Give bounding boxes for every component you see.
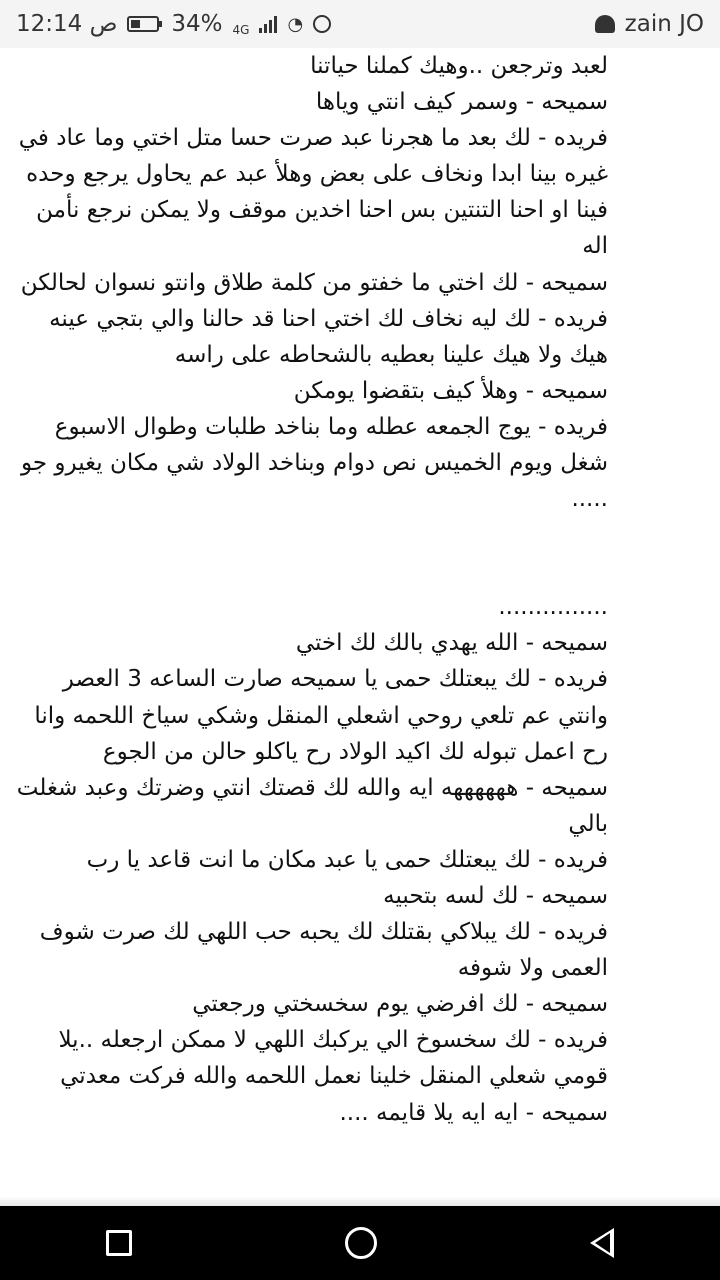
story-line: فريده - يوج الجمعه عطله وما بناخد طلبات وطوال الاسبوع شغل ويوم الخميس نص دوام وبناخد الولاد شي مكان يغيرو جو ..... xyxy=(21,413,608,513)
story-line: لعبد وترجعن ..وهيك كملنا حياتنا xyxy=(310,53,608,79)
status-bar xyxy=(0,0,720,48)
story-line: سميحه - لك افرضي يوم سخسختي ورجعتي xyxy=(192,991,608,1018)
recents-icon[interactable] xyxy=(106,1230,132,1256)
story-line: سميحه - لك اختي ما خفتو من كلمة طلاق وانتو نسوان لحالكن xyxy=(20,269,608,296)
android-icon xyxy=(595,15,615,33)
story-line: فريده - لك بعد ما هجرنا عبد صرت حسا متل اختي وما عاد في غيره بينا ابدا ونخاف على بعض وهلأ عبد عم يحاول يرجع وحده فينا او احنا التنتين بس احنا اخدين موقف ولا يمكن نرجع نأمن اله xyxy=(18,125,608,260)
story-line: فريده - لك يبلاكي بقتلك لك يحبه حب اللهي لك صرت شوف العمى ولا شوفه xyxy=(39,919,608,982)
home-icon[interactable] xyxy=(345,1227,377,1259)
wifi-icon: ◔ xyxy=(287,13,304,35)
story-line: فريده - لك يبعتلك حمى يا سميحه صارت الساعه 3 العصر وانتي عم تلعي روحي اشعلي المنقل وشكي سياخ اللحمه وانا رح اعمل تبوله لك اكيد الولاد رح ياكلو حالن من الجوع xyxy=(34,666,608,765)
clock-time: 12:14 ص xyxy=(16,11,118,37)
story-line: فريده - لك يبعتلك حمى يا عبد مكان ما انت قاعد يا رب xyxy=(86,846,608,873)
back-icon[interactable] xyxy=(590,1228,614,1258)
carrier-name: zain JO xyxy=(624,11,704,37)
blank-line xyxy=(14,1131,608,1167)
story-line: سميحه - وسمر كيف انتي وياها xyxy=(315,89,608,116)
signal-icon xyxy=(259,15,277,33)
battery-percent: 34% xyxy=(171,11,223,37)
story-line: سميحه - الله يهدي بالك لك اختي xyxy=(295,630,608,657)
story-line: فريده - لك سخسوخ الي يركبك اللهي لا ممكن ارجعله ..يلا قومي شعلي المنقل خلينا نعمل اللحمه والله فركت معدتي xyxy=(58,1027,608,1090)
story-line: سميحه - ههههههه ايه والله لك قصتك انتي وضرتك وعبد شغلت بالي xyxy=(16,774,608,837)
story-content[interactable] xyxy=(0,48,720,1206)
blank-line xyxy=(14,553,608,589)
alarm-icon xyxy=(313,15,331,33)
separator-dots: ............... xyxy=(498,594,608,621)
status-left xyxy=(16,11,331,37)
scroll-edge xyxy=(0,1196,720,1206)
story-line: سميحه - ايه ايه يلا قايمه .... xyxy=(339,1099,608,1126)
status-right xyxy=(595,11,704,37)
battery-icon xyxy=(127,16,161,32)
story-line: سميحه - لك لسه بتحبيه xyxy=(383,882,608,909)
story-line: فريده - لك ليه نخاف لك اختي احنا قد حالنا والي بتجي عينه هيك ولا هيك علينا بعطيه بالشحاطه على راسه xyxy=(49,305,608,368)
blank-line xyxy=(14,517,608,553)
story-line: سميحه - وهلأ كيف بتقضوا يومكن xyxy=(293,377,608,404)
navigation-bar xyxy=(0,1206,720,1280)
network-type: 4G xyxy=(232,23,250,37)
